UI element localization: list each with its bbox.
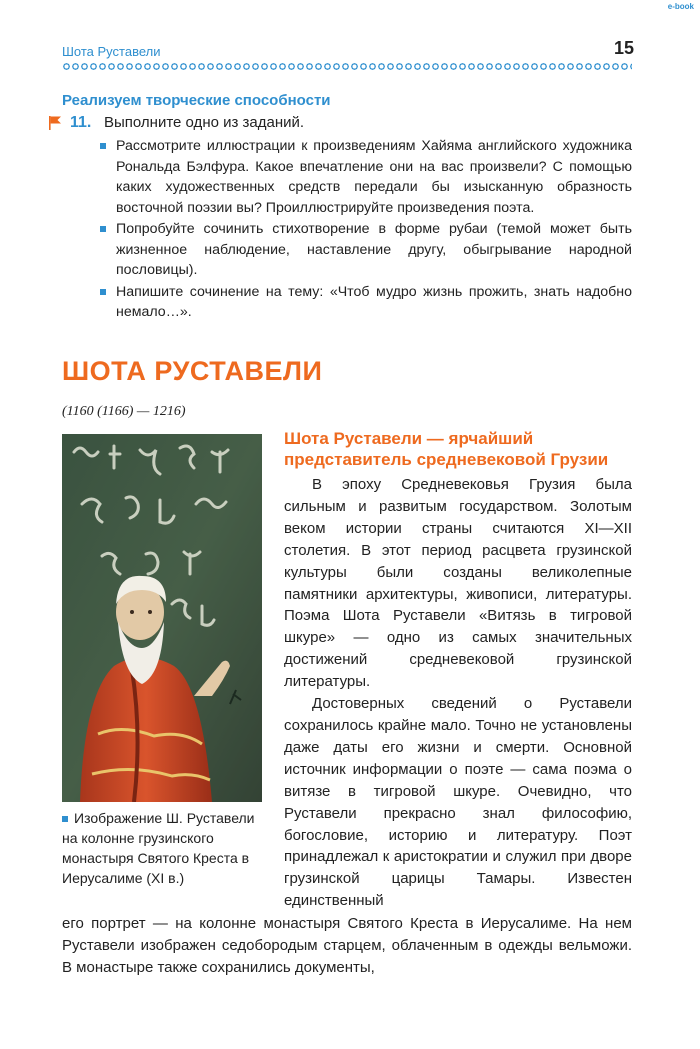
list-item xyxy=(100,136,632,218)
list-item-text: Попробуйте сочинить стихотворение в форме рубаи (темой может быть жизненное наблюдение, наставление другу, обыгрывание народной пословицы). xyxy=(116,221,632,278)
flag-icon xyxy=(48,116,62,130)
rustaveli-fresco-image xyxy=(62,434,262,802)
bullet-icon xyxy=(100,226,106,232)
task-options-list xyxy=(100,136,632,324)
list-item xyxy=(100,282,632,323)
list-item xyxy=(100,219,632,281)
section-heading: Реализуем творческие способности xyxy=(62,92,331,109)
life-dates: (1160 (1166) — 1216) xyxy=(62,404,186,419)
image-caption xyxy=(62,808,267,888)
bullet-icon xyxy=(100,289,106,295)
task-number: 11. xyxy=(70,114,92,131)
bullet-icon xyxy=(100,143,106,149)
body-text-full-width xyxy=(62,913,632,979)
list-item-text: Напишите сочинение на тему: «Чтоб мудро жизнь прожить, знать надобно немало…». xyxy=(116,283,632,320)
task-instruction: Выполните одно из заданий. xyxy=(104,114,305,131)
page-number: 15 xyxy=(614,38,635,58)
publisher-logo: e-book xyxy=(667,2,694,11)
paragraph: В эпоху Средневековья Грузия была сильным и развитым государством. Золотым веком истории страны считаются XI—XII столетия. В этот период расцвета грузинской культуры были созданы великолепные памятники архитектуры, живописи, литературы. Поэма Шота Руставели «Витязь в тигровой шкуре» — одно из самых значительных достижений средневековой грузинской литературы. xyxy=(284,476,632,691)
caption-text: Изображение Ш. Руставели на колонне грузинского монастыря Святого Креста в Иерусалиме (XI в.) xyxy=(62,810,255,886)
body-text-column xyxy=(284,474,632,912)
chapter-title: ШОТА РУСТАВЕЛИ xyxy=(62,356,323,386)
chapter-subheading: Шота Руставели — ярчайший представитель средневековой Грузии xyxy=(284,429,609,469)
paragraph: Достоверных сведений о Руставели сохранилось крайне мало. Точно не установлены даже даты его жизни и смерти. Основной источник информации о поэте — сама поэма о витязе в тигровой шкуре. Очевидно, что Руставели прекрасно знал философию, богословие, историю и литературу. Поэт принадлежал к аристократии и служил при дворе грузинской царицы Тамары. Известен единственный xyxy=(284,695,632,910)
caption-bullet-icon xyxy=(62,816,68,822)
paragraph-continuation: его портрет — на колонне монастыря Святого Креста в Иерусалиме. На нем Руставели изображен седобородым старцем, облаченным в одежды вельможи. В монастыре также сохранились документы, xyxy=(62,915,632,976)
running-header-title: Шота Руставели xyxy=(62,44,161,59)
list-item-text: Рассмотрите иллюстрации к произведениям Хайяма английского художника Рональда Бэлфура. Какое впечатление они на вас произвели? С помощью каких художественных средств передали бы изысканную образность восточной поэзии вы? Проиллюстрируйте произведения поэта. xyxy=(116,138,632,216)
decorative-ornament xyxy=(62,62,632,71)
